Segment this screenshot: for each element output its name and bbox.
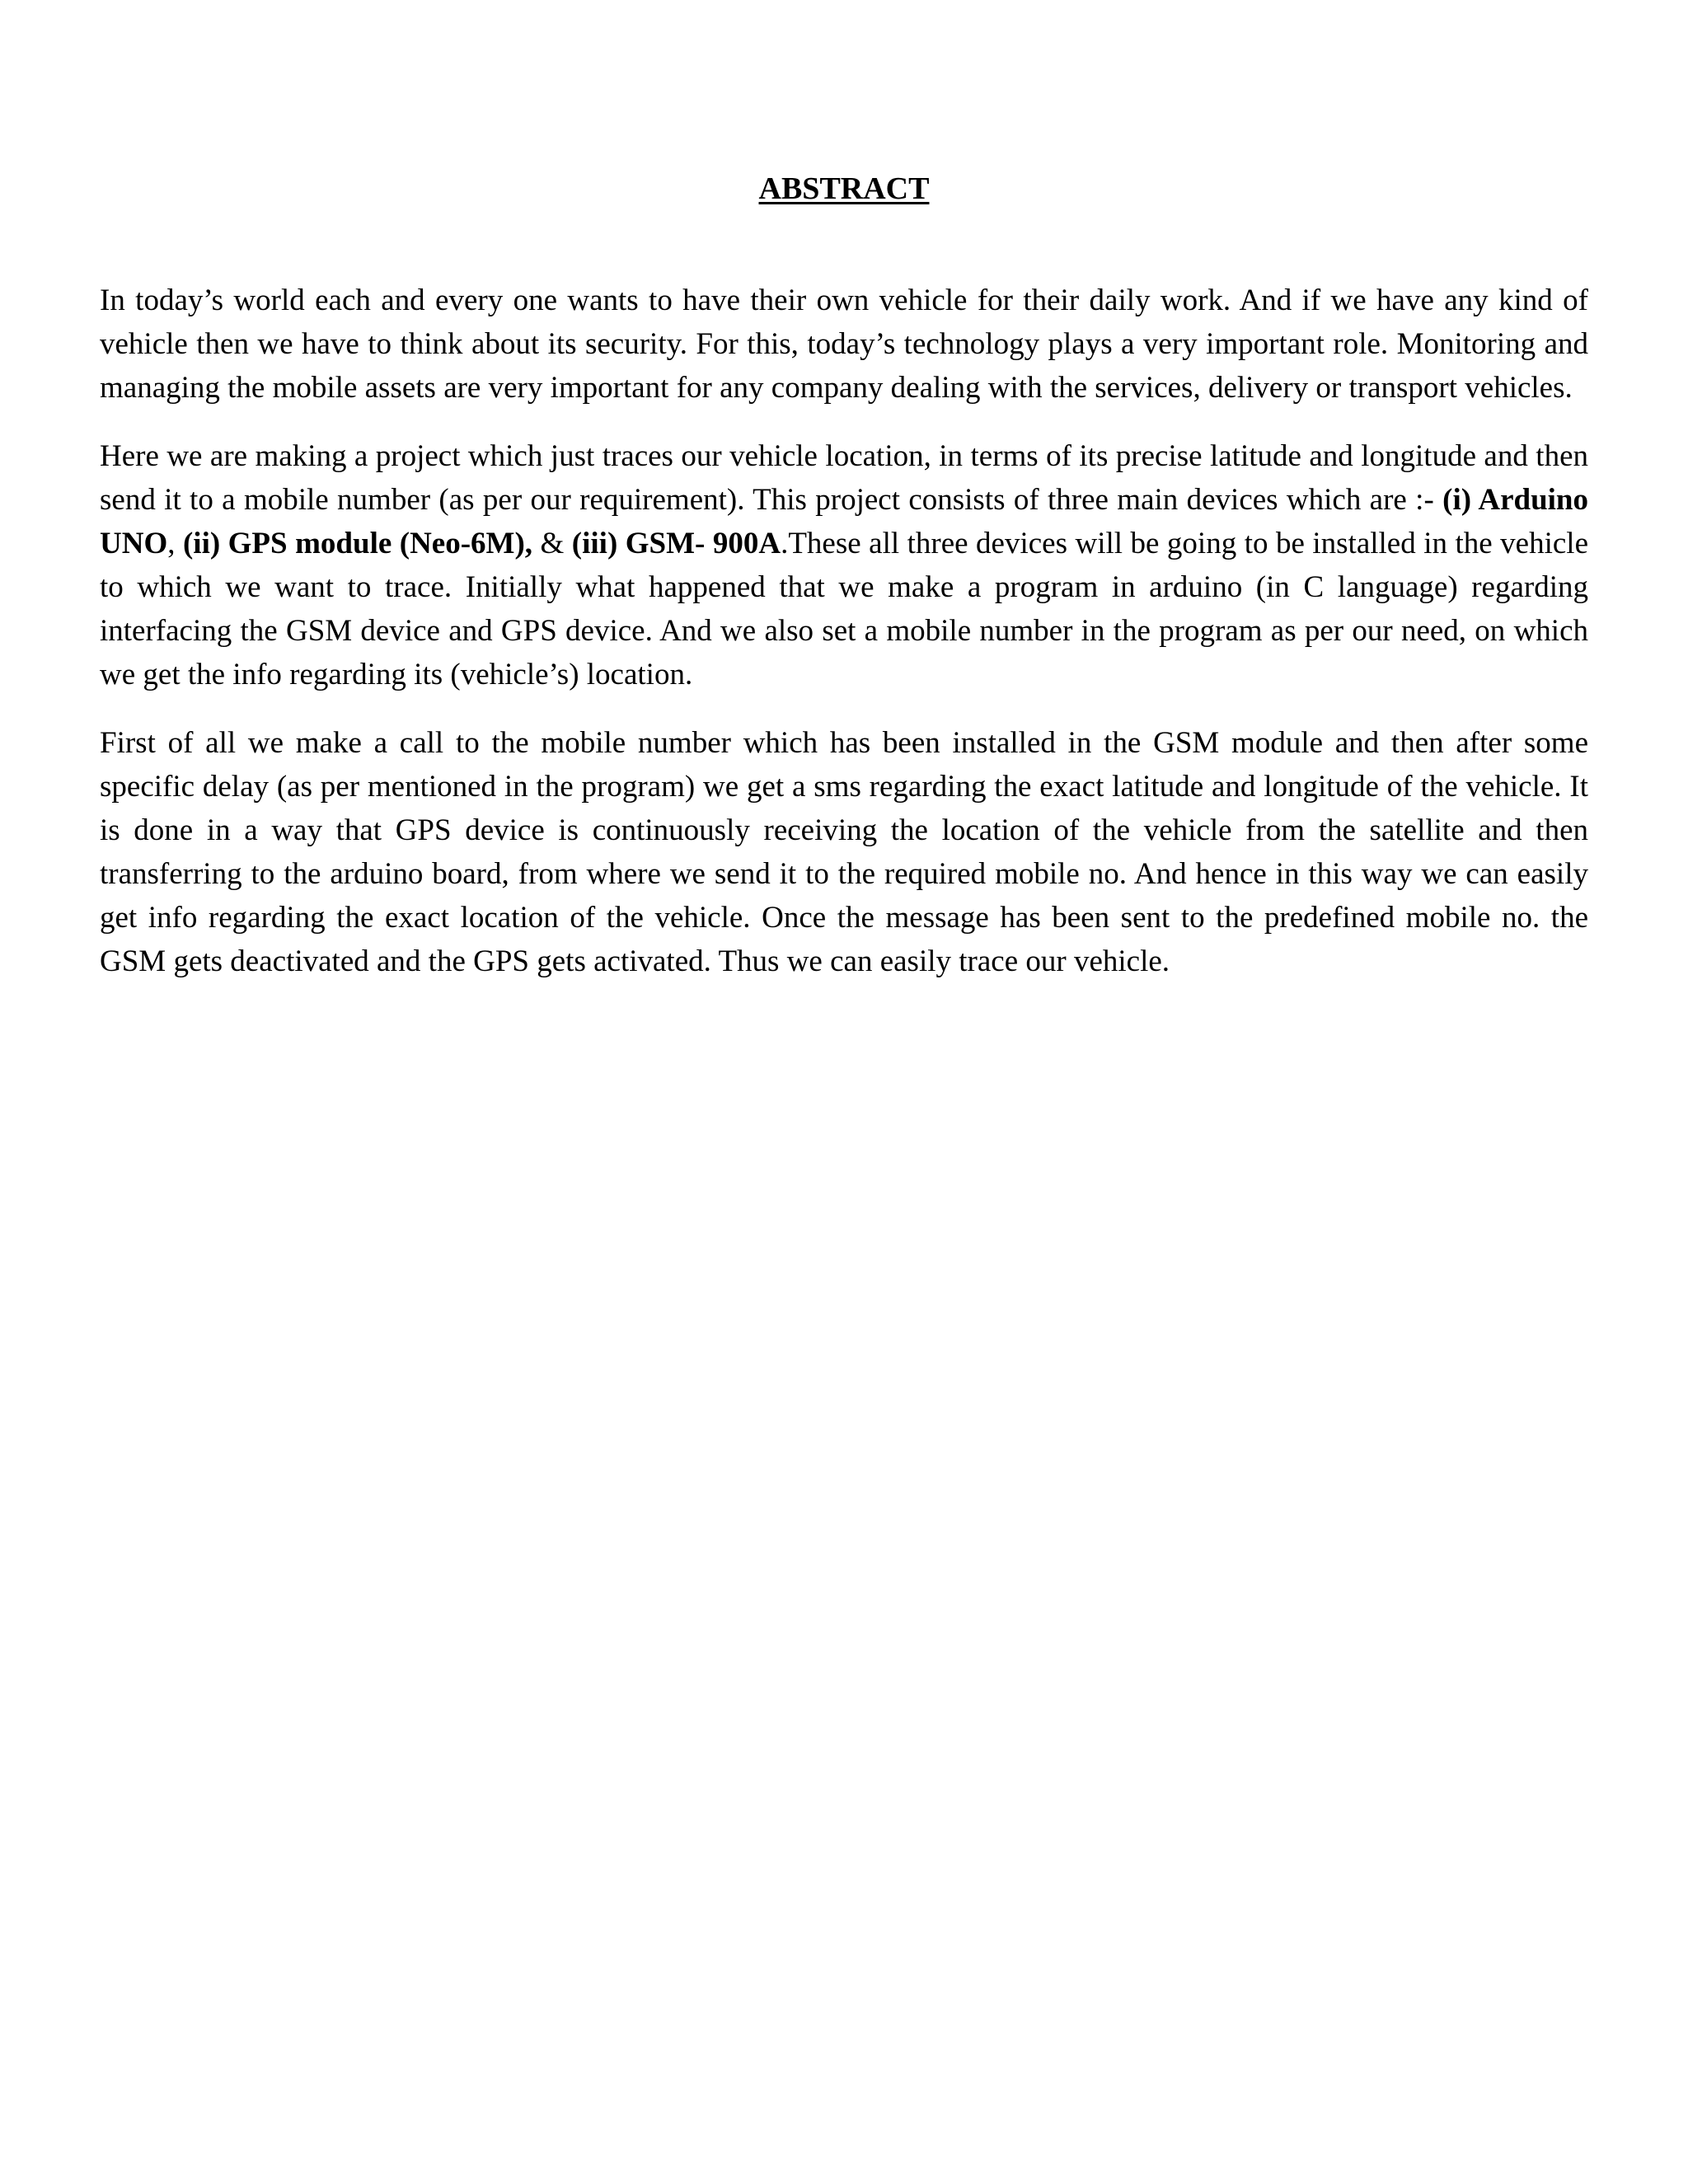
device-arduino-uno: (i) Arduino UNO <box>100 483 1589 560</box>
abstract-heading: ABSTRACT <box>758 171 930 206</box>
paragraph-2-intro: Here we are making a project which just traces our vehicle location, in terms of its precise latitude and longitude and then send it to a mobile number (as per our requirement). This project consists of three main devices which are :- <box>100 439 1588 517</box>
device-gsm-module: (iii) GSM- 900A <box>571 527 781 560</box>
abstract-body <box>100 279 1588 1008</box>
paragraph-2-rest: .These all three devices will be going to be installed in the vehicle to which we want to trace. Initially what happened that we make a program in arduino (in C language) regarding interfacing the GSM device and GPS device. And we also set a mobile number in the program as per our need, on which we get the info regarding its (vehicle’s) location. <box>100 527 1588 691</box>
paragraph-1: In today’s world each and every one wants to have their own vehicle for their daily work. And if we have any kind of vehicle then we have to think about its security. For this, today’s technology plays a very important role. Monitoring and managing the mobile assets are very important for any company dealing with the services, delivery or transport vehicles. <box>100 284 1588 405</box>
separator: , <box>167 527 183 560</box>
paragraph-2 <box>100 434 1588 696</box>
paragraph-3: First of all we make a call to the mobile number which has been installed in the GSM module and then after some specific delay (as per mentioned in the program) we get a sms regarding the exact latitude and longitude of the vehicle. It is done in a way that GPS device is continuously receiving the location of the vehicle from the satellite and then transferring to the arduino board, from where we send it to the required mobile no. And hence in this way we can easily get info regarding the exact location of the vehicle. Once the message has been sent to the predefined mobile no. the GSM gets deactivated and the GPS gets activated. Thus we can easily trace our vehicle. <box>100 726 1588 978</box>
device-gps-module: (ii) GPS module (Neo-6M), <box>182 527 533 560</box>
separator: & <box>532 527 572 560</box>
